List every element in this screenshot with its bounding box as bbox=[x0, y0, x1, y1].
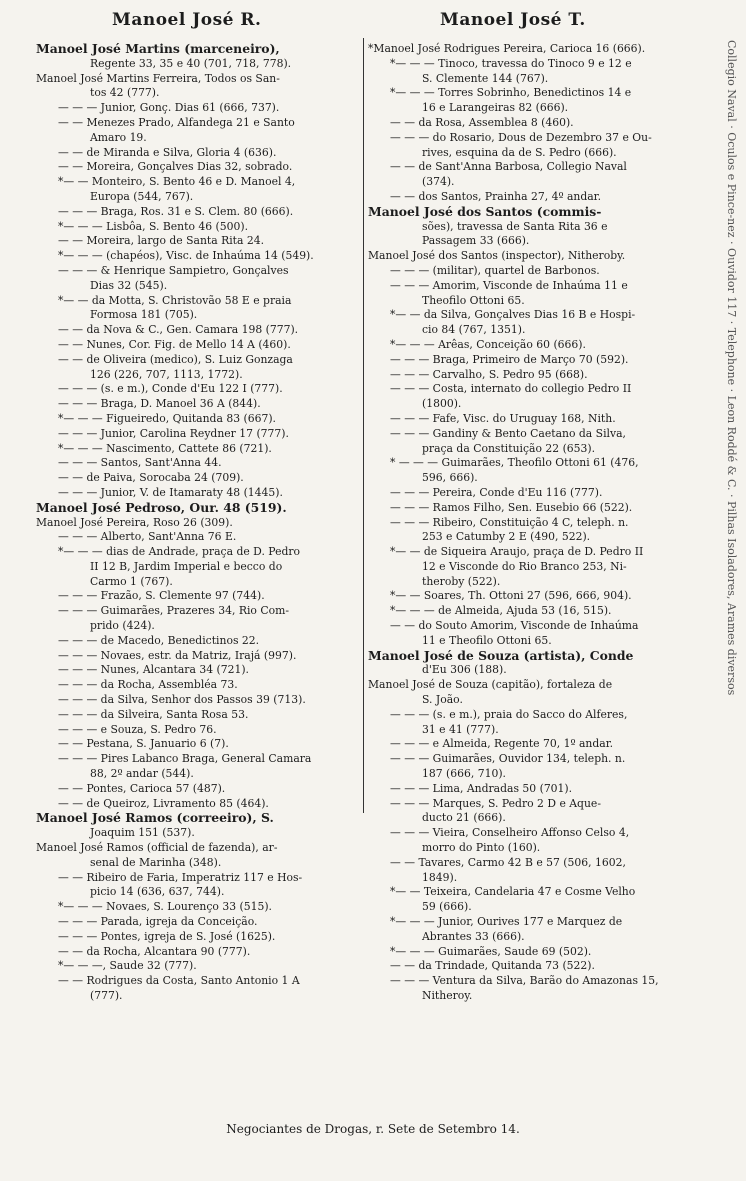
directory-entry: 88, 2º andar (544). bbox=[90, 767, 194, 781]
directory-entry: picio 14 (636, 637, 744). bbox=[90, 885, 225, 899]
directory-entry: — — da Trindade, Quitanda 73 (522). bbox=[390, 959, 595, 973]
directory-entry: *— — Teixeira, Candelaria 47 e Cosme Velho bbox=[390, 885, 636, 899]
running-head-right: Manoel José T. bbox=[440, 10, 586, 30]
directory-entry: Amaro 19. bbox=[90, 130, 147, 144]
directory-entry: ducto 21 (666). bbox=[422, 811, 506, 825]
directory-entry: — — — Braga, Ros. 31 e S. Clem. 80 (666). bbox=[58, 204, 294, 218]
directory-entry: * — — — Guimarães, Theofilo Ottoni 61 (476, bbox=[390, 456, 639, 470]
edge-advertisement: Collegio Naval · Oculos e Pince-nez · Ouvidor 117 · Telephone · Leon Roddé & C. · Pilhas Isoladores, Arames diversos bbox=[725, 40, 738, 696]
directory-entry: Carmo 1 (767). bbox=[90, 574, 173, 588]
directory-entry: morro do Pinto (160). bbox=[422, 841, 541, 855]
directory-entry: *— — — dias de Andrade, praça de D. Pedro bbox=[58, 545, 301, 559]
directory-entry: Dias 32 (545). bbox=[90, 278, 168, 292]
right-column bbox=[368, 42, 698, 1004]
directory-entry: Joaquim 151 (537). bbox=[90, 826, 195, 840]
directory-entry: — — — Frazão, S. Clemente 97 (744). bbox=[58, 589, 265, 603]
page-header bbox=[0, 6, 746, 34]
directory-entry: II 12 B, Jardim Imperial e becco do bbox=[90, 559, 283, 573]
directory-entry: — — — Marques, S. Pedro 2 D e Aque- bbox=[390, 796, 601, 810]
directory-entry: — — Tavares, Carmo 42 B e 57 (506, 1602, bbox=[390, 855, 626, 869]
directory-entry: — — — do Rosario, Dous de Dezembro 37 e Ou- bbox=[390, 130, 652, 144]
directory-entry: praça da Constituição 22 (653). bbox=[422, 441, 596, 455]
directory-entry: — — — Braga, Primeiro de Março 70 (592). bbox=[390, 352, 629, 366]
directory-entry: — — — da Silveira, Santa Rosa 53. bbox=[58, 707, 249, 721]
directory-entry: — — — Nunes, Alcantara 34 (721). bbox=[58, 663, 249, 677]
directory-entry: — — — (s. e m.), Conde d'Eu 122 I (777). bbox=[58, 382, 283, 396]
directory-entry: — — Pestana, S. Januario 6 (7). bbox=[58, 737, 229, 751]
directory-entry: — — — Vieira, Conselheiro Affonso Celso 4, bbox=[390, 826, 630, 840]
directory-entry: Manoel José dos Santos (commis- bbox=[368, 204, 602, 219]
directory-entry: Manoel José de Souza (artista), Conde bbox=[368, 648, 634, 663]
directory-entry: *— — — (chapéos), Visc. de Inhaúma 14 (549). bbox=[58, 249, 314, 263]
directory-entry: Europa (544, 767). bbox=[90, 189, 194, 203]
directory-entry: Manoel José de Souza (capitão), fortaleza de bbox=[368, 678, 613, 692]
directory-entry: — — de Miranda e Silva, Gloria 4 (636). bbox=[58, 145, 277, 159]
directory-entry: — — Moreira, largo de Santa Rita 24. bbox=[58, 234, 265, 248]
directory-entry: — — — Parada, igreja da Conceição. bbox=[58, 915, 258, 929]
directory-entry: *— — — Nascimento, Cattete 86 (721). bbox=[58, 441, 272, 455]
directory-entry: rives, esquina da de S. Pedro (666). bbox=[422, 145, 617, 159]
directory-entry: — — Menezes Prado, Alfandega 21 e Santo bbox=[58, 115, 295, 129]
directory-entry: — — — Junior, Carolina Reydner 17 (777). bbox=[58, 426, 289, 440]
directory-entry: — — de Sant'Anna Barbosa, Collegio Naval bbox=[390, 160, 627, 174]
directory-entry: *— — — de Almeida, Ajuda 53 (16, 515). bbox=[390, 604, 612, 618]
directory-entry: Nitheroy. bbox=[422, 989, 473, 1002]
directory-entry: — — dos Santos, Prainha 27, 4º andar. bbox=[390, 189, 602, 203]
directory-entry: — — — Guimarães, Ouvidor 134, teleph. n. bbox=[390, 752, 626, 766]
directory-entry: — — da Rosa, Assemblea 8 (460). bbox=[390, 115, 574, 129]
directory-entry: — — — da Silva, Senhor dos Passos 39 (713). bbox=[58, 693, 306, 707]
directory-entry: Theofilo Ottoni 65. bbox=[422, 293, 525, 307]
directory-entry: prido (424). bbox=[90, 619, 155, 633]
directory-entry: senal de Marinha (348). bbox=[90, 855, 222, 869]
directory-entry: 12 e Visconde do Rio Branco 253, Ni- bbox=[422, 559, 627, 573]
directory-entry: — — — Ramos Filho, Sen. Eusebio 66 (522). bbox=[390, 500, 633, 514]
directory-entry: — — — Lima, Andradas 50 (701). bbox=[390, 781, 573, 795]
directory-entry: — — Rodrigues da Costa, Santo Antonio 1 A bbox=[58, 974, 300, 988]
directory-entry: — — do Souto Amorim, Visconde de Inhaúma bbox=[390, 619, 639, 633]
directory-entry: Abrantes 33 (666). bbox=[422, 929, 525, 943]
directory-entry: *— — — Figueiredo, Quitanda 83 (667). bbox=[58, 411, 276, 425]
directory-entry: *— — — Tinoco, travessa do Tinoco 9 e 12 e bbox=[390, 56, 632, 70]
directory-entry: 126 (226, 707, 1113, 1772). bbox=[90, 367, 243, 381]
directory-entry: — — — e Almeida, Regente 70, 1º andar. bbox=[390, 737, 614, 751]
left-column bbox=[36, 42, 360, 1004]
directory-entry: 16 e Larangeiras 82 (666). bbox=[422, 101, 569, 115]
directory-entry: — — — Ribeiro, Constituição 4 C, teleph. n. bbox=[390, 515, 629, 529]
directory-entry: *— — da Motta, S. Christovão 58 E e praia bbox=[58, 293, 292, 307]
directory-entry: — — — e Souza, S. Pedro 76. bbox=[58, 722, 217, 736]
directory-entry: *— — Monteiro, S. Bento 46 e D. Manoel 4, bbox=[58, 175, 296, 189]
directory-entry: Manoel José Martins (marceneiro), bbox=[36, 42, 280, 56]
directory-entry: — — — de Macedo, Benedictinos 22. bbox=[58, 633, 260, 647]
column-divider bbox=[363, 38, 364, 813]
directory-entry: — — — (militar), quartel de Barbonos. bbox=[390, 263, 600, 277]
directory-entry: — — — Gandiny & Bento Caetano da Silva, bbox=[390, 426, 626, 440]
directory-entry: Manoel José Ramos (correeiro), S. bbox=[36, 811, 274, 826]
directory-entry: *— — de Siqueira Araujo, praça de D. Pedro II bbox=[390, 545, 644, 559]
directory-entry: S. João. bbox=[422, 693, 463, 707]
directory-entry: *Manoel José Rodrigues Pereira, Carioca 16 (666). bbox=[368, 42, 646, 55]
directory-entry: — — — Pereira, Conde d'Eu 116 (777). bbox=[390, 485, 603, 499]
directory-entry: — — — Ventura da Silva, Barão do Amazonas 15, bbox=[390, 974, 659, 988]
directory-entry: — — da Rocha, Alcantara 90 (777). bbox=[58, 944, 251, 958]
directory-entry: Formosa 181 (705). bbox=[90, 308, 198, 322]
directory-entry: tos 42 (777). bbox=[90, 86, 160, 100]
directory-entry: — — — Fafe, Visc. do Uruguay 168, Nith. bbox=[390, 411, 616, 425]
directory-entry: — — de Oliveira (medico), S. Luiz Gonzaga bbox=[58, 352, 293, 366]
directory-entry: — — de Queiroz, Livramento 85 (464). bbox=[58, 796, 269, 810]
directory-entry: *— — — Novaes, S. Lourenço 33 (515). bbox=[58, 900, 272, 914]
directory-entry: — — — Braga, D. Manoel 36 A (844). bbox=[58, 397, 261, 411]
directory-entry: (374). bbox=[422, 175, 455, 189]
directory-entry: Manoel José Pereira, Roso 26 (309). bbox=[36, 515, 233, 529]
directory-entry: (1800). bbox=[422, 397, 462, 411]
directory-entry: Passagem 33 (666). bbox=[422, 234, 530, 248]
directory-entry: d'Eu 306 (188). bbox=[422, 663, 507, 677]
directory-entry: — — — Amorim, Visconde de Inhaúma 11 e bbox=[390, 278, 628, 292]
directory-entry: — — da Nova & C., Gen. Camara 198 (777). bbox=[58, 323, 299, 337]
directory-entry: — — Nunes, Cor. Fig. de Mello 14 A (460). bbox=[58, 337, 291, 351]
directory-entry: sões), travessa de Santa Rita 36 e bbox=[422, 219, 608, 233]
directory-entry: 1849). bbox=[422, 870, 458, 884]
directory-entry: 59 (666). bbox=[422, 900, 472, 914]
running-head-left: Manoel José R. bbox=[112, 10, 262, 30]
page-footer: Negociantes de Drogas, r. Sete de Setembro 14. bbox=[226, 1122, 520, 1136]
directory-entry: — — — (s. e m.), praia do Sacco do Alferes, bbox=[390, 707, 628, 721]
directory-entry: — — — Guimarães, Prazeres 34, Rio Com- bbox=[58, 604, 290, 618]
directory-entry: Manoel José Martins Ferreira, Todos os San- bbox=[36, 71, 280, 85]
directory-entry: 31 e 41 (777). bbox=[422, 722, 499, 736]
directory-entry: Manoel José Ramos (official de fazenda), ar- bbox=[36, 841, 278, 855]
directory-entry: 11 e Theofilo Ottoni 65. bbox=[422, 633, 552, 647]
directory-entry: (777). bbox=[90, 989, 123, 1002]
directory-entry: — — de Paiva, Sorocaba 24 (709). bbox=[58, 471, 244, 485]
directory-entry: cio 84 (767, 1351). bbox=[422, 323, 526, 337]
directory-entry: theroby (522). bbox=[422, 574, 501, 588]
directory-entry: — — — Pontes, igreja de S. José (1625). bbox=[58, 929, 276, 943]
directory-entry: Regente 33, 35 e 40 (701, 718, 778). bbox=[90, 56, 292, 70]
directory-entry: — — Moreira, Gonçalves Dias 32, sobrado. bbox=[58, 160, 293, 174]
directory-entry: — — — Pires Labanco Braga, General Camara bbox=[58, 752, 312, 766]
directory-entry: — — Pontes, Carioca 57 (487). bbox=[58, 781, 226, 795]
directory-entry: *— — — Lisbôa, S. Bento 46 (500). bbox=[58, 219, 249, 233]
directory-entry: — — — da Rocha, Assembléa 73. bbox=[58, 678, 238, 692]
directory-entry: Manoel José Pedroso, Our. 48 (519). bbox=[36, 500, 287, 515]
directory-entry: Manoel José dos Santos (inspector), Nitheroby. bbox=[368, 249, 626, 263]
directory-entry: 253 e Catumby 2 E (490, 522). bbox=[422, 530, 591, 544]
directory-entry: S. Clemente 144 (767). bbox=[422, 71, 549, 85]
directory-entry: — — — Carvalho, S. Pedro 95 (668). bbox=[390, 367, 588, 381]
directory-entry: *— — —, Saude 32 (777). bbox=[58, 959, 197, 973]
directory-entry: — — — Junior, V. de Itamaraty 48 (1445). bbox=[58, 485, 283, 499]
directory-entry: 596, 666). bbox=[422, 471, 478, 485]
directory-entry: — — — Novaes, estr. da Matriz, Irajá (997). bbox=[58, 648, 297, 662]
directory-entry: *— — — Arêas, Conceição 60 (666). bbox=[390, 337, 586, 351]
directory-entry: — — — Costa, internato do collegio Pedro II bbox=[390, 382, 632, 396]
directory-entry: *— — — Junior, Ourives 177 e Marquez de bbox=[390, 915, 623, 929]
directory-entry: — — Ribeiro de Faria, Imperatriz 117 e Hos- bbox=[58, 870, 303, 884]
directory-entry: — — — Santos, Sant'Anna 44. bbox=[58, 456, 222, 470]
directory-entry: *— — Soares, Th. Ottoni 27 (596, 666, 904). bbox=[390, 589, 632, 603]
directory-entry: *— — — Guimarães, Saude 69 (502). bbox=[390, 944, 592, 958]
directory-entry: — — — & Henrique Sampietro, Gonçalves bbox=[58, 263, 289, 277]
directory-entry: — — — Junior, Gonç. Dias 61 (666, 737). bbox=[58, 101, 280, 115]
directory-entry: *— — — Torres Sobrinho, Benedictinos 14 e bbox=[390, 86, 632, 100]
directory-entry: 187 (666, 710). bbox=[422, 767, 506, 781]
directory-entry: *— — da Silva, Gonçalves Dias 16 B e Hospi- bbox=[390, 308, 636, 322]
directory-entry: — — — Alberto, Sant'Anna 76 E. bbox=[58, 530, 237, 544]
